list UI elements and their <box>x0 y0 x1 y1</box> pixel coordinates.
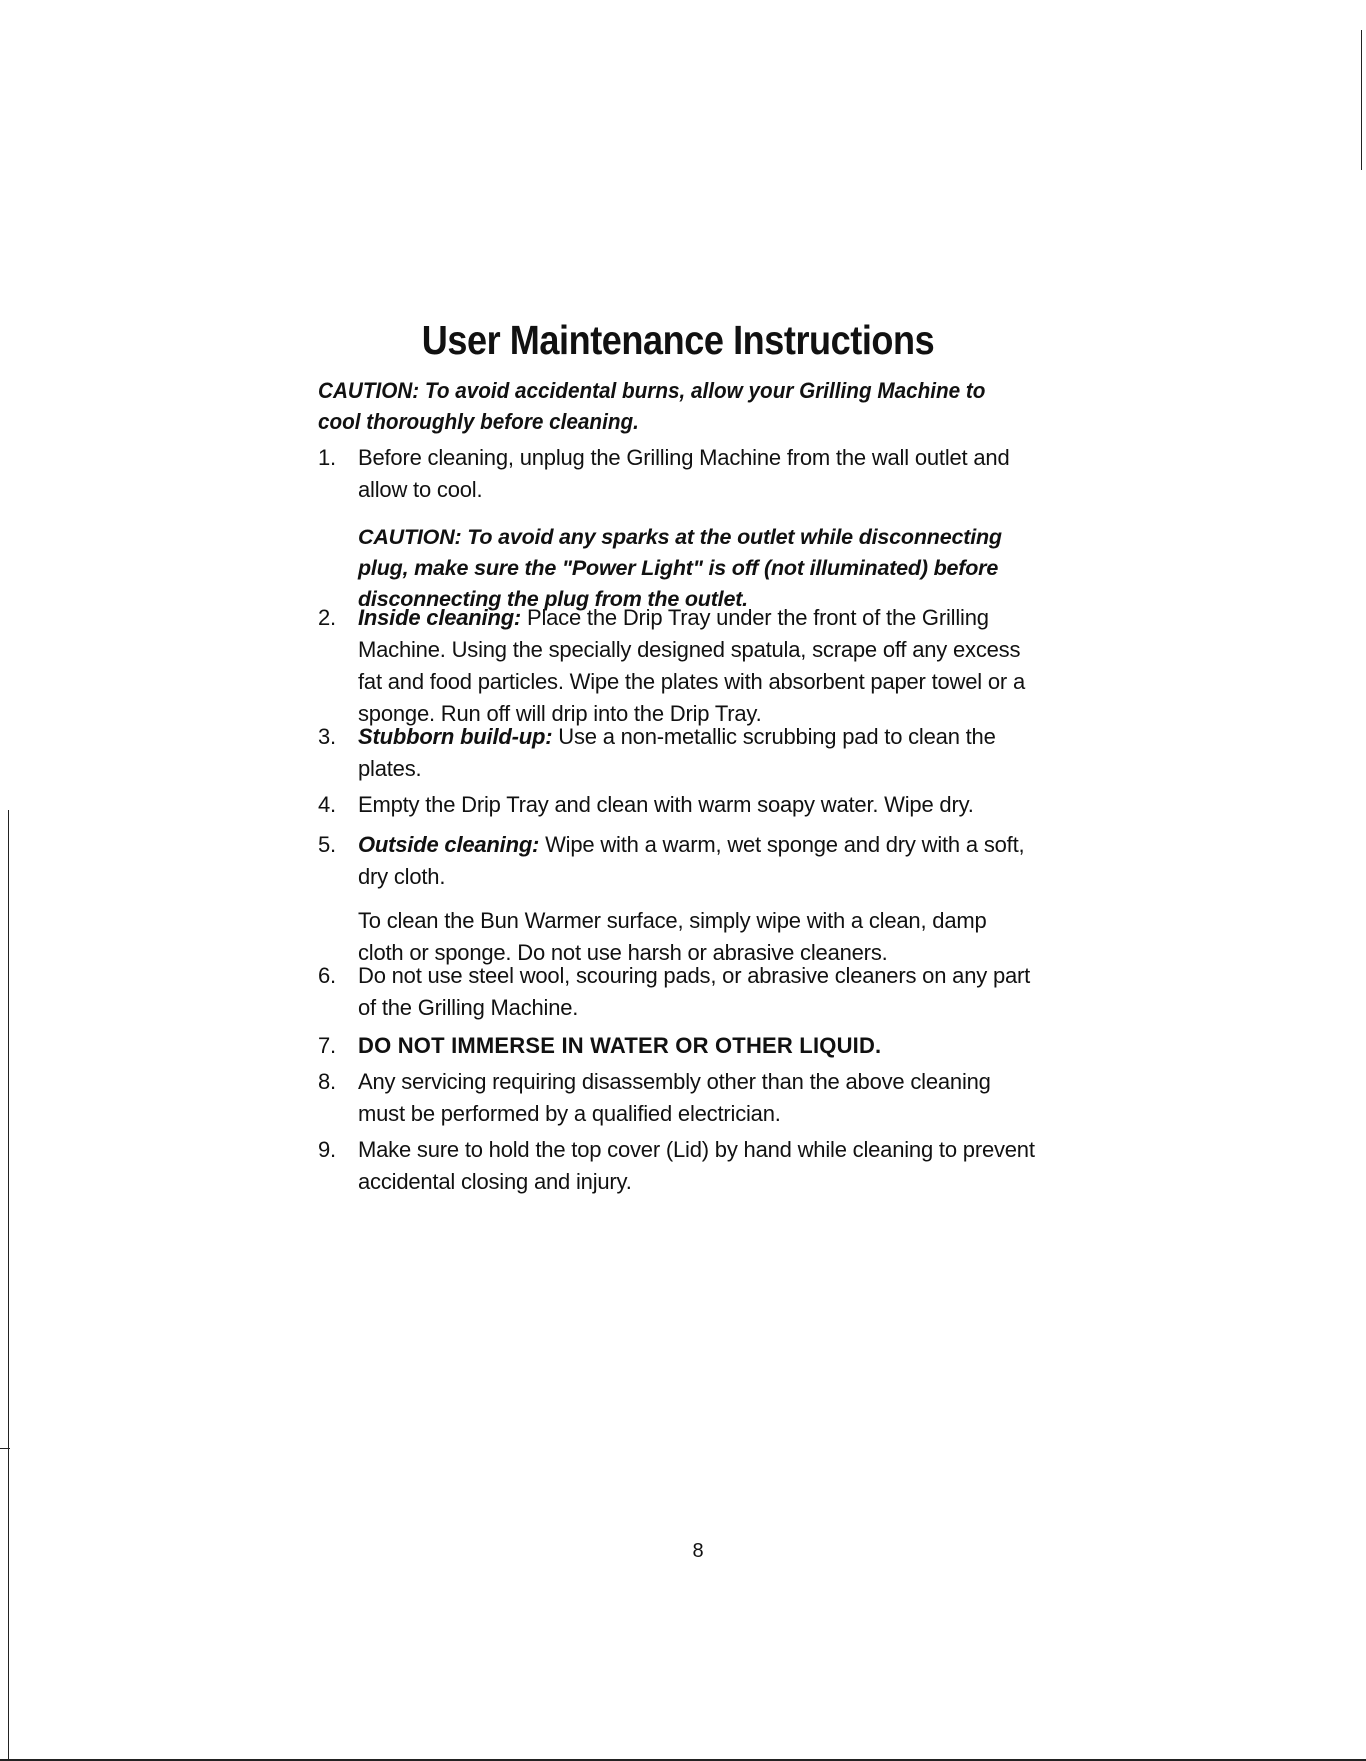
item-text: Before cleaning, unplug the Grilling Machine from the wall outlet and allow to cool. <box>358 445 1010 502</box>
item-number: 4. <box>318 792 336 817</box>
list-item-1 <box>318 442 1058 615</box>
item-lead: Stubborn build-up: <box>358 724 553 749</box>
item-number: 5. <box>318 832 336 857</box>
page-title: User Maintenance Instructions <box>421 317 935 363</box>
item-text: Make sure to hold the top cover (Lid) by hand while cleaning to prevent accidental closing and injury. <box>358 1137 1035 1194</box>
list-item-6 <box>318 960 1058 1024</box>
item-lead: Inside cleaning: <box>358 605 522 630</box>
item-number: 9. <box>318 1137 336 1162</box>
item-text: Inside cleaning: Place the Drip Tray under the front of the Grilling Machine. Using the specially designed spatula, scrape off any excess fat and food particles. Wipe the plates with absorbent paper towel or a sponge. Run off will drip into the Drip Tray. <box>358 605 1025 726</box>
page-number: 8 <box>692 1540 704 1562</box>
item-number: 6. <box>318 963 336 988</box>
item-number: 7. <box>318 1033 336 1058</box>
item-text: Any servicing requiring disassembly other than the above cleaning must be performed by a qualified electrician. <box>358 1069 991 1126</box>
item-number: 8. <box>318 1069 336 1094</box>
caution-burns: CAUTION: To avoid accidental burns, allow your Grilling Machine to cool thoroughly before cleaning. <box>318 378 986 434</box>
item-text: Empty the Drip Tray and clean with warm soapy water. Wipe dry. <box>358 792 974 817</box>
item-lead: Outside cleaning: <box>358 832 540 857</box>
item-text: DO NOT IMMERSE IN WATER OR OTHER LIQUID. <box>358 1033 882 1058</box>
item-extra-text: To clean the Bun Warmer surface, simply wipe with a clean, damp cloth or sponge. Do not use harsh or abrasive cleaners. <box>358 908 987 965</box>
list-item-4 <box>318 789 1058 821</box>
item-text: Do not use steel wool, scouring pads, or abrasive cleaners on any part of the Grilling Machine. <box>358 963 1031 1020</box>
list-item-5 <box>318 829 1058 969</box>
list-item-2 <box>318 602 1058 730</box>
list-item-7 <box>318 1030 1058 1062</box>
list-item-8 <box>318 1066 1058 1130</box>
item-number: 2. <box>318 605 336 630</box>
item-text: Stubborn build-up: Use a non-metallic scrubbing pad to clean the plates. <box>358 724 996 781</box>
item-number: 1. <box>318 445 336 470</box>
caution-sparks: CAUTION: To avoid any sparks at the outlet while disconnecting plug, make sure the "Power Light" is off (not illuminated) before disconnecting the plug from the outlet. <box>358 525 1002 611</box>
list-item-9 <box>318 1134 1058 1198</box>
item-number: 3. <box>318 724 336 749</box>
list-item-3 <box>318 721 1058 785</box>
item-text: Outside cleaning: Wipe with a warm, wet sponge and dry with a soft, dry cloth. <box>358 832 1025 889</box>
